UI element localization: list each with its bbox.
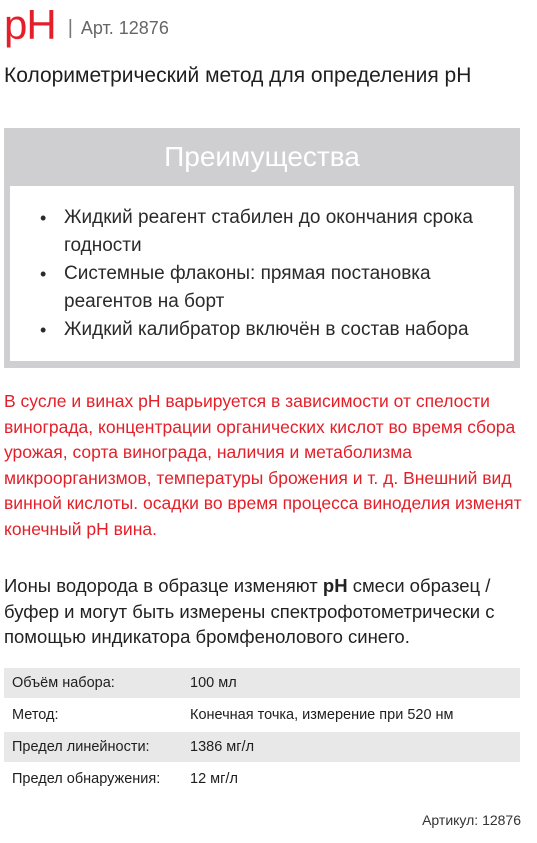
bullet-icon: •: [40, 208, 47, 228]
method-description: Ионы водорода в образце изменяют pH смеси образец / буфер и могут быть измерены спектрофотометрически с помощью индикатора бромфенолового синего.: [4, 575, 495, 647]
spec-value: 12 мг/л: [190, 771, 238, 787]
article-number: Арт. 12876: [80, 17, 169, 38]
spec-row: [4, 700, 520, 730]
advantage-item: • Жидкий калибратор включён в состав набора: [36, 316, 498, 344]
spec-label: Предел обнаружения:: [12, 771, 161, 787]
product-title: pH: [4, 1, 56, 48]
advantage-item: • Жидкий реагент стабилен до окончания срока годности: [36, 204, 498, 260]
spec-label: Метод:: [12, 707, 59, 723]
bullet-icon: •: [40, 264, 47, 284]
title-separator: |: [67, 16, 73, 39]
advantages-body: [10, 186, 514, 361]
spec-row: [4, 668, 520, 698]
ph-bold: pH: [322, 575, 348, 596]
spec-value: 1386 мг/л: [190, 739, 255, 755]
wine-ph-paragraph: В сусле и винах pH варьируется в зависимости от спелости винограда, концентрации органических кислот во время сбора урожая, сорта винограда, наличия и метаболизма микроорганизмов, температуры брожения и т. д. Внешний вид винной кислоты. осадки во время процесса виноделия изменят конечный pH вина.: [4, 391, 522, 539]
advantages-panel: [4, 128, 520, 368]
advantages-heading: Преимущества: [164, 141, 360, 172]
spec-label: Предел линейности:: [12, 739, 150, 755]
footer-article-number: Артикул: 12876: [422, 812, 521, 828]
bullet-icon: •: [40, 320, 47, 340]
spec-label: Объём набора:: [12, 675, 115, 691]
product-subtitle: Колориметрический метод для определения pH: [4, 64, 472, 87]
spec-value: Конечная точка, измерение при 520 нм: [190, 707, 454, 723]
specs-table: [4, 668, 520, 796]
advantage-item: • Системные флаконы: прямая постановка реагентов на борт: [36, 260, 498, 316]
spec-row: [4, 764, 520, 794]
page-header: [4, 0, 169, 50]
spec-row: [4, 732, 520, 762]
spec-value: 100 мл: [190, 675, 237, 691]
advantages-list: [36, 204, 498, 344]
